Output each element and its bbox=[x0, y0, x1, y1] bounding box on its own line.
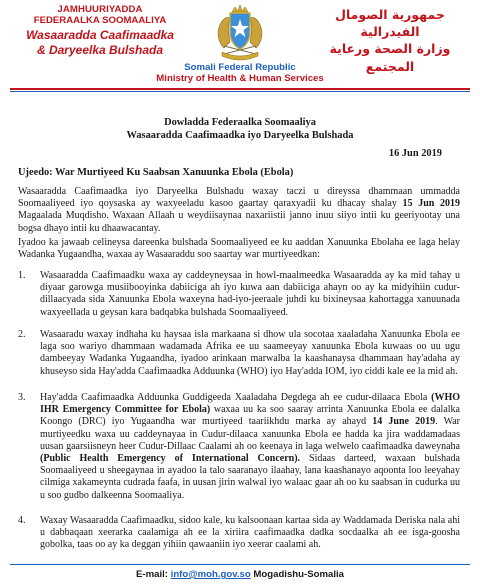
document-heading-line2: Wasaaradda Caafimaadka iyo Daryeelka Bulshada bbox=[126, 130, 354, 141]
list-item-number: 1. bbox=[18, 270, 26, 281]
document-heading-line1: Dowladda Federaalka Soomaaliya bbox=[164, 117, 316, 128]
letterhead-somali-line1: JAMHUURIYADDA bbox=[57, 4, 143, 15]
list-item-number: 4. bbox=[18, 515, 26, 526]
list-item bbox=[18, 392, 460, 502]
list-item-number: 3. bbox=[18, 392, 26, 403]
intro-paragraph bbox=[18, 186, 460, 235]
letterhead-somali-line3: Wasaaradda Caafimaadka bbox=[26, 28, 174, 42]
letterhead-arabic-line1: جمهورية الصومال الفيدرالية bbox=[335, 7, 445, 39]
list-item-text: Wasaaradu waxay indhaha ku haysaa isla markaana si dhow ula socotaa xaaladaha Xanuunka Ebola ee laga soo wariyo dhammaan wadamada Afrika ee uu saameeyay xanuunka Ebola kuwaas oo uu ugu dambeeyay Wadanka Yugaandha, iyadoo arinkaan marwalba la kaashanaysa dhammaan hay'adaha ay khuseyso sida Hay'adda Caafimaadka Adduunka (WHO) iyo Hay'adda IOM, iyo ciddi kale ee la mid ah. bbox=[40, 329, 460, 377]
footer-email-link[interactable]: info@moh.gov.so bbox=[170, 569, 251, 580]
item3-bold2: 14 June 2019 bbox=[372, 416, 436, 428]
intro-text-part1: Wasaaradda Caafimaadka iyo Daryeelka Bulshadu waxay taczi u direyssa dhammaan ummadda Soomaaliyeed iyo qoysaska ay waxyeeladu kasoo gaartay qaraxyadii ku dhacay shalay bbox=[18, 186, 460, 210]
intro-date: 15 Jun 2019 bbox=[402, 198, 461, 210]
item3-part3: . War murtiyeedku waxa uu caddeynayaa in Cudur-dilaaca xanuunka Ebola ee hadda ka jira waddamadaas uusan gaarsiisneyn heer Cudur-Dillaac Caalami ah oo keenaya in laga welwelo caafimaadka daweynaha bbox=[40, 416, 461, 452]
footer-city: Mogadishu-Somalia bbox=[253, 569, 345, 580]
item3-part2: waxaa uu ka soo saaray arrinta Xanuunka Ebola ee dalalka Koongo (DRC) iyo Yugaandha war murtiyeed taariikhdu marka ay ahayd bbox=[40, 404, 460, 428]
document-subject: Ujeedo: War Murtiyeed Ku Saabsan Xanuunka Ebola (Ebola) bbox=[18, 167, 294, 178]
list-item-text: Wasaaradda Caafimaadku waxa ay caddeyneysaa in howl-maalmeedka Wasaaradda ay ka mid tahay u diyaar garowga musiibooyinka dabiiciga ah iyo kuwa aan dabiiciga ahayn oo ay ka midyihiin cudur-dillaacyada sida Xanuunka Ebola waxeyna had-iyo-jeeraale juhdi ku bixineysaa kahortagga xanuunada waxyeellada u geysan kara badqabka bulshada Soomaaliyeed. bbox=[40, 270, 460, 318]
list-item-text bbox=[40, 392, 460, 502]
letterhead-somali-line4: & Daryeelka Bulshada bbox=[36, 43, 164, 57]
list-item-number: 2. bbox=[18, 329, 26, 340]
footer bbox=[0, 569, 480, 580]
letterhead-arabic-line2: وزارة الصحة ورعاية المجتمع bbox=[329, 41, 451, 74]
letterhead-divider-red bbox=[10, 88, 470, 90]
item3-part1: Hay'adda Caafimaadka Adduunka Guddigeeda Xaaladaha Degdega ah ee cudur-dilaaca Ebola bbox=[40, 392, 432, 403]
letterhead-divider-blue bbox=[10, 91, 470, 92]
list-item bbox=[18, 329, 460, 378]
footer-email-label: E-mail: bbox=[135, 569, 168, 580]
document-date: 16 Jun 2019 bbox=[388, 148, 442, 159]
letterhead-english-line1: Somali Federal Republic bbox=[184, 62, 296, 73]
item3-bold3: (Public Health Emergency of International Concern). bbox=[40, 453, 301, 465]
letterhead-somali-line2: FEDERAALKA SOOMAALIYA bbox=[33, 15, 167, 26]
letterhead-english bbox=[140, 62, 340, 84]
lead-paragraph: Iyadoo ka jawaab celineysa dareenka bulshada Soomaaliyeed ee ku aaddan Xanuunka Ebolaha ee laga helay Wadanka Yugaandha, waxaa ay Wasaaraddu soo saartay war murtiyeedkan: bbox=[18, 237, 460, 261]
letterhead-english-line2: Ministry of Health & Human Services bbox=[156, 73, 324, 84]
item3-part4: Sidaas darteed, waxaan bulshada Soomaaliyeed u sheegaynaa in ayadoo la talo saaranayo ilaahay, lana kaashanayo aqoonta loo leeyahay cilmiga xakameynta cudrada faafa, in uusan jirin walwal iyo walaac gaar ah oo ku saabsan in cudurka uu u soo gudbo dalkeenna Soomaaliya. bbox=[40, 453, 460, 501]
intro-text-part2: Magaalada Muqdisho. Waxaan Allaah u weydiisaynaa naxariistii janno inuu siiyo intii ku geeriyootay una bogsa dhayo intii ku dhaawacantay. bbox=[18, 210, 460, 234]
list-item bbox=[18, 515, 460, 552]
footer-divider bbox=[10, 564, 470, 565]
letterhead-somali bbox=[12, 4, 188, 58]
list-item-text: Waxay Wasaaradda Caafimaadku, sidoo kale, ku kalsoonaan kartaa sida ay Waddamada Deriska nala ahi u dabbaqaan xeerarka caalamiga ah ee la xiriira caafimaadka dadka socdaalka ah ee isga-gooshа gobolka, taas oo ay ka deggan yihiin qawaaniin iyo xeerar caalami ah. bbox=[40, 515, 460, 551]
list-item bbox=[18, 270, 460, 319]
somalia-coat-of-arms-icon bbox=[214, 2, 266, 62]
item3-bold1: (WHO IHR Emergency Committee for Ebola) bbox=[40, 392, 460, 416]
